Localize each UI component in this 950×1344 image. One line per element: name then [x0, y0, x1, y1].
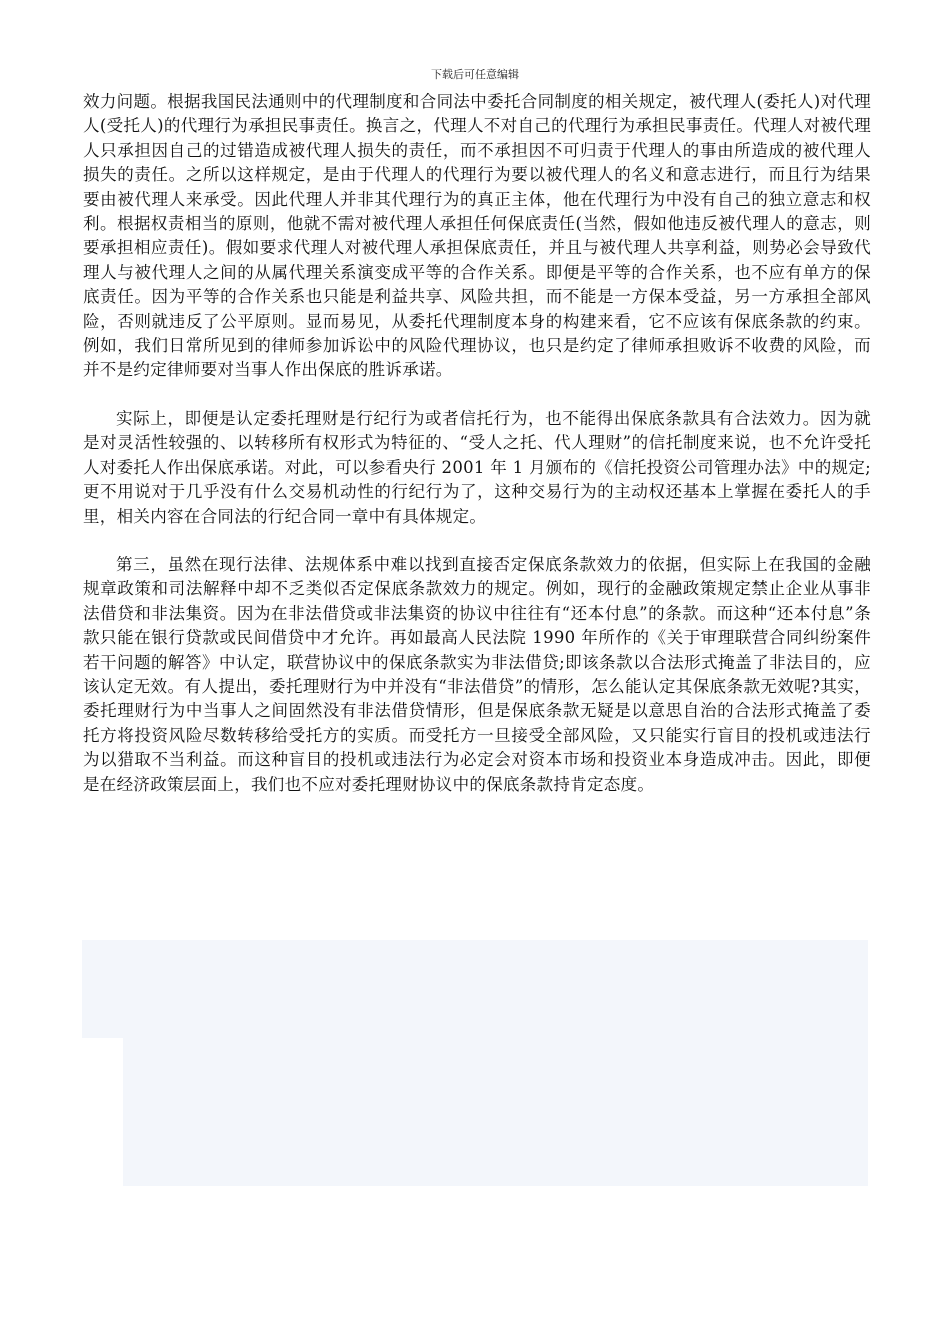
shaded-block-top: [82, 940, 868, 1038]
page-header: 下载后可任意编辑: [431, 68, 519, 81]
paragraph-1: 效力问题。根据我国民法通则中的代理制度和合同法中委托合同制度的相关规定，被代理人(委托人)对代理人(受托人)的代理行为承担民事责任。换言之，代理人不对自己的代理行为承担民事责任。代理人对被代理人只承担因自己的过错造成被代理人损失的责任，而不承担因不可归责于代理人的事由所造成的被代理人损失的责任。之所以这样规定，是由于代理人的代理行为要以被代理人的名义和意志进行，而且行为结果要由被代理人来承受。因此代理人并非其代理行为的真正主体，他在代理行为中没有自己的独立意志和权利。根据权责相当的原则，他就不需对被代理人承担任何保底责任(当然，假如他违反被代理人的意志，则要承担相应责任)。假如要求代理人对被代理人承担保底责任，并且与被代理人共享利益，则势必会导致代理人与被代理人之间的从属代理关系演变成平等的合作关系。即便是平等的合作关系，也不应有单方的保底责任。因为平等的合作关系也只能是利益共享、风险共担，而不能是一方保本受益，另一方承担全部风险，否则就违反了公平原则。显而易见，从委托代理制度本身的构建来看，它不应该有保底条款的约束。例如，我们日常所见到的律师参加诉讼中的风险代理协议，也只是约定了律师承担败诉不收费的风险，而并不是约定律师要对当事人作出保底的胜诉承诺。: [83, 92, 871, 380]
document-body: [83, 90, 871, 797]
paragraph-2: 实际上，即便是认定委托理财是行纪行为或者信托行为，也不能得出保底条款具有合法效力。因为就是对灵活性较强的、以转移所有权形式为特征的、“受人之托、代人理财”的信托制度来说，也不允许受托人对委托人作出保底承诺。对此，可以参看央行 2001 年 1 月颁布的《信托投资公司管理办法》中的规定;更不用说对于几乎没有什么交易机动性的行纪行为了，这种交易行为的主动权还基本上掌握在委托人的手里，相关内容在合同法的行纪合同一章中有具体规定。: [83, 408, 871, 526]
paragraph-3: 第三，虽然在现行法律、法规体系中难以找到直接否定保底条款效力的依据，但实际上在我国的金融规章政策和司法解释中却不乏类似否定保底条款效力的规定。例如，现行的金融政策规定禁止企业从事非法借贷和非法集资。因为在非法借贷或非法集资的协议中往往有“还本付息”的条款。而这种“还本付息”条款只能在银行贷款或民间借贷中才允许。再如最高人民法院 1990 年所作的《关于审理联营合同纠纷案件若干问题的解答》中认定，联营协议中的保底条款实为非法借贷;即该条款以合法形式掩盖了非法目的，应该认定无效。有人提出，委托理财行为中并没有“非法借贷”的情形，怎么能认定其保底条款无效呢?其实，委托理财行为中当事人之间固然没有非法借贷情形，但是保底条款无疑是以意思自治的合法形式掩盖了委托方将投资风险尽数转移给受托方的实质。而受托方一旦接受全部风险，又只能实行盲目的投机或违法行为以猎取不当利益。而这种盲目的投机或违法行为必定会对资本市场和投资业本身造成冲击。因此，即便是在经济政策层面上，我们也不应对委托理财协议中的保底条款持肯定态度。: [83, 554, 871, 794]
shaded-block-body: [123, 1038, 868, 1186]
